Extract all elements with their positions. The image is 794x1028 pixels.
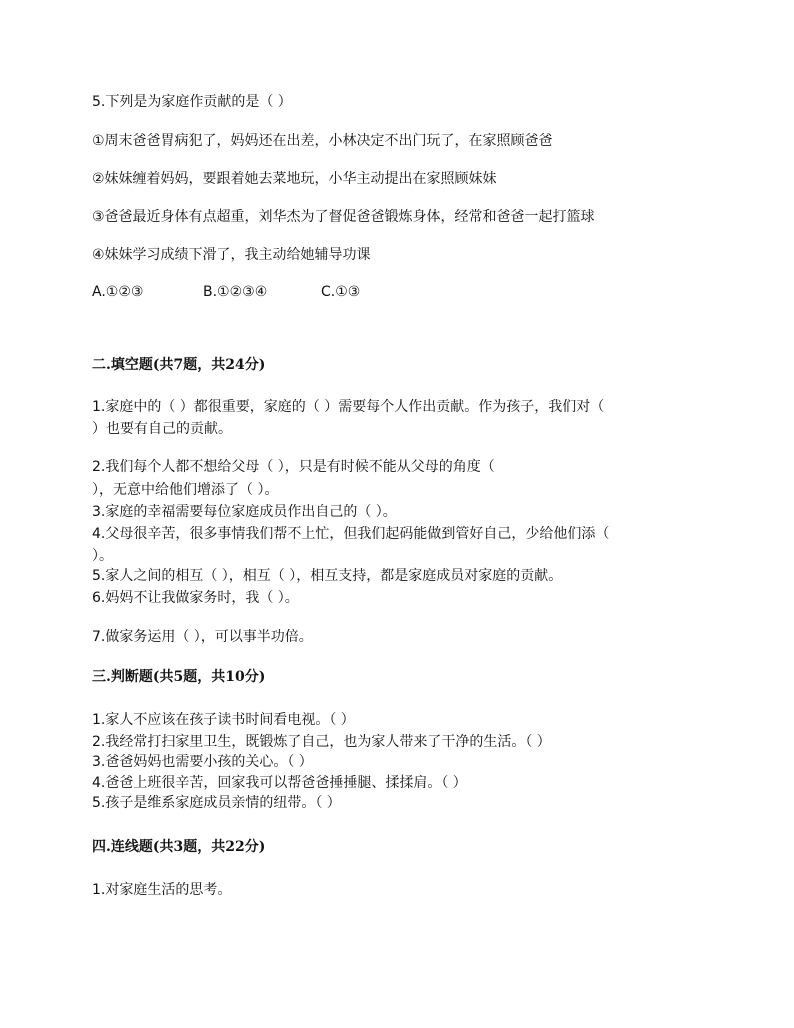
option-a: A.①②③ — [92, 284, 144, 300]
section-4-heading: 四.连线题(共3题，共22分) — [92, 839, 266, 855]
judge-q5: 5.孩子是维系家庭成员亲情的纽带。（ ） — [92, 795, 341, 811]
question-5-stem: 5.下列是为家庭作贡献的是（ ） — [92, 94, 292, 110]
judge-q1: 1.家人不应该在孩子读书时间看电视。（ ） — [92, 712, 355, 728]
question-5-item-2: ②妹妹缠着妈妈，要跟着她去菜地玩，小华主动提出在家照顾妹妹 — [92, 171, 497, 187]
match-q1: 1.对家庭生活的思考。 — [92, 882, 232, 898]
question-5-item-4: ④妹妹学习成绩下滑了，我主动给她辅导功课 — [92, 247, 371, 263]
question-5-item-1: ①周末爸爸胃病犯了，妈妈还在出差，小林决定不出门玩了，在家照顾爸爸 — [92, 133, 553, 149]
fill-q5: 5.家人之间的相互（ ），相互（ ），相互支持，都是家庭成员对家庭的贡献。 — [92, 568, 563, 584]
fill-q3: 3.家庭的幸福需要每位家庭成员作出自己的（ ）。 — [92, 504, 397, 520]
fill-q4-line-2: ）。 — [92, 548, 113, 564]
fill-q1-line-1: 1.家庭中的（ ）都很重要，家庭的（ ）需要每个人作出贡献。作为孩子，我们对（ — [92, 399, 605, 415]
judge-q4: 4.爸爸上班很辛苦，回家我可以帮爸爸捶捶腿、揉揉肩。（ ） — [92, 775, 467, 791]
judge-q3: 3.爸爸妈妈也需要小孩的关心。（ ） — [92, 754, 313, 770]
section-3-heading: 三.判断题(共5题，共10分) — [92, 669, 266, 685]
section-2-heading: 二.填空题(共7题，共24分) — [92, 357, 266, 373]
judge-q2: 2.我经常打扫家里卫生，既锻炼了自己，也为家人带来了干净的生活。（ ） — [92, 734, 551, 750]
fill-q2-line-2: ），无意中给他们增添了（ ）。 — [92, 482, 279, 498]
option-c: C.①③ — [321, 284, 361, 300]
fill-q4-line-1: 4.父母很辛苦，很多事情我们帮不上忙，但我们起码能做到管好自己，少给他们添（ — [92, 526, 610, 542]
question-5-item-3: ③爸爸最近身体有点超重，刘华杰为了督促爸爸锻炼身体，经常和爸爸一起打篮球 — [92, 209, 595, 225]
fill-q1-line-2: ）也要有自己的贡献。 — [92, 421, 232, 437]
fill-q7: 7.做家务运用（ ），可以事半功倍。 — [92, 629, 313, 645]
fill-q2-line-1: 2.我们每个人都不想给父母（ ），只是有时候不能从父母的角度（ — [92, 459, 495, 475]
fill-q6: 6.妈妈不让我做家务时，我（ ）。 — [92, 590, 299, 606]
option-b: B.①②③④ — [203, 284, 268, 300]
